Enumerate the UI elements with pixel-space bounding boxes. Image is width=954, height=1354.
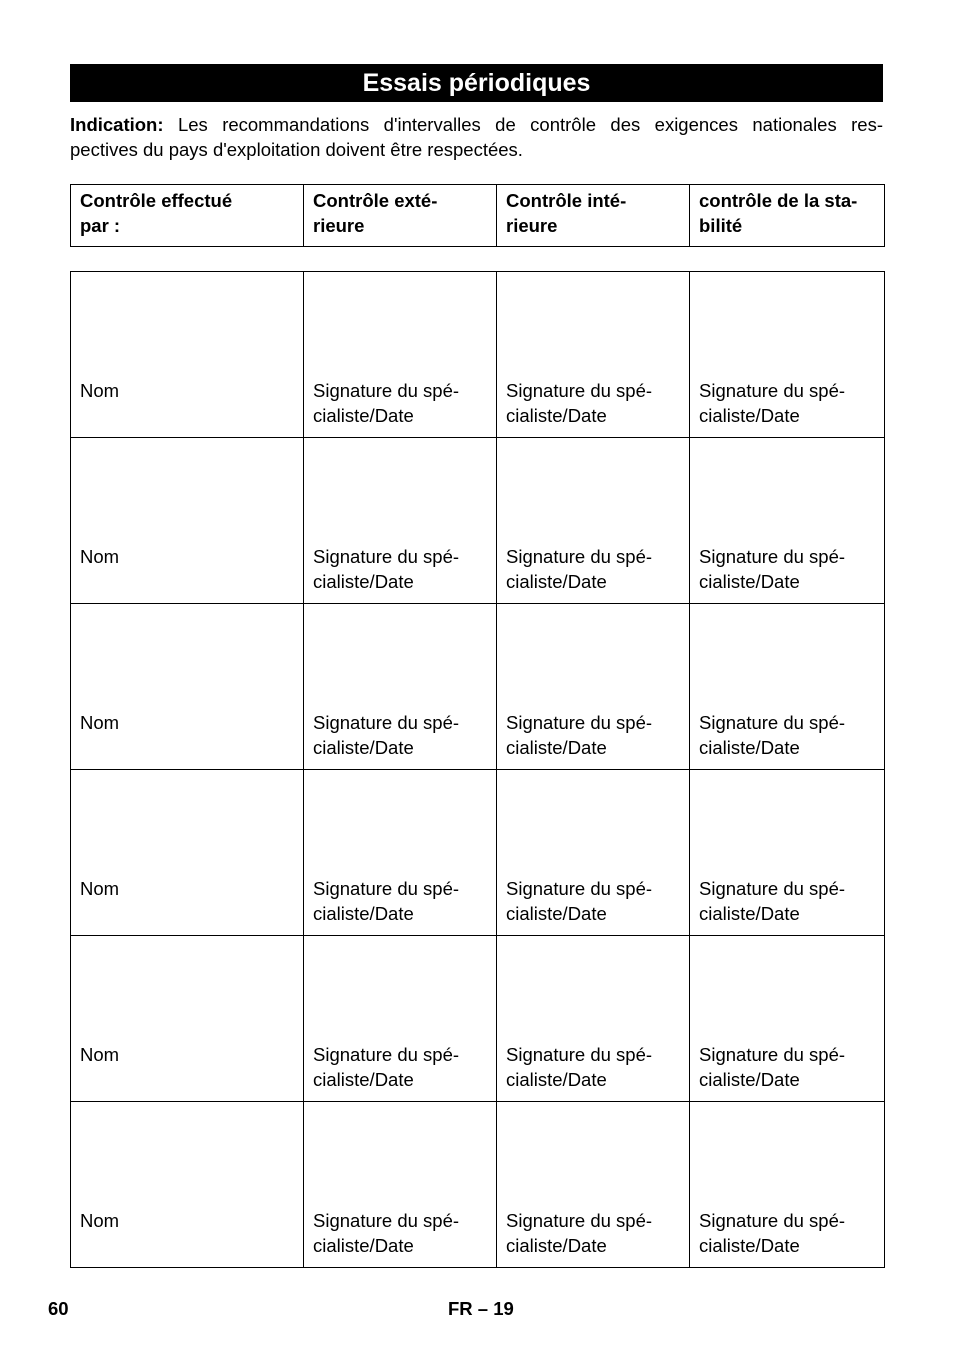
signature-label-line1: Signature du spé-: [699, 1210, 846, 1231]
table-row: [71, 1102, 885, 1268]
name-cell[interactable]: [71, 770, 304, 936]
table-row: [71, 770, 885, 936]
header-internal-check-line2: rieure: [506, 215, 558, 236]
signature-label-line1: Signature du spé-: [313, 712, 460, 733]
signature-label-line1: Signature du spé-: [699, 546, 846, 567]
signature-cell-internal[interactable]: [497, 272, 690, 438]
signature-label-line2: cialiste/Date: [699, 1069, 800, 1090]
signature-cell-stability[interactable]: [690, 1102, 885, 1268]
signature-cell-external[interactable]: [304, 604, 497, 770]
name-label: Nom: [80, 878, 120, 899]
indication-text-1: Les recommandations d'intervalles de contrôle des exigences nationales res-: [163, 114, 883, 135]
signature-cell-internal[interactable]: [497, 770, 690, 936]
table-row: [71, 604, 885, 770]
signature-cell-external[interactable]: [304, 272, 497, 438]
name-label: Nom: [80, 380, 120, 401]
signature-label-line1: Signature du spé-: [506, 712, 653, 733]
table-row: [71, 438, 885, 604]
signature-cell-stability[interactable]: [690, 272, 885, 438]
signature-label-line2: cialiste/Date: [313, 571, 414, 592]
indication-line-1: [70, 112, 883, 137]
header-performed-by-line1: Contrôle effectué: [80, 190, 233, 211]
name-cell[interactable]: [71, 604, 304, 770]
signature-label-line2: cialiste/Date: [506, 571, 607, 592]
signature-cell-external[interactable]: [304, 936, 497, 1102]
signature-label-line2: cialiste/Date: [506, 1069, 607, 1090]
signature-label-line1: Signature du spé-: [506, 878, 653, 899]
signature-cell-stability[interactable]: [690, 438, 885, 604]
signature-cell-stability[interactable]: [690, 604, 885, 770]
signature-label-line2: cialiste/Date: [699, 903, 800, 924]
header-stability-check: [690, 185, 885, 247]
signature-cell-external[interactable]: [304, 770, 497, 936]
name-cell[interactable]: [71, 438, 304, 604]
signature-label-line2: cialiste/Date: [313, 737, 414, 758]
signature-label-line1: Signature du spé-: [313, 380, 460, 401]
indication-text-2: pectives du pays d'exploitation doivent être respectées.: [70, 139, 523, 160]
page-title: Essais périodiques: [70, 64, 883, 102]
header-external-check: [304, 185, 497, 247]
name-cell[interactable]: [71, 1102, 304, 1268]
signature-label-line2: cialiste/Date: [699, 737, 800, 758]
signature-label-line2: cialiste/Date: [699, 405, 800, 426]
signature-label-line2: cialiste/Date: [699, 1235, 800, 1256]
page-number: 60: [48, 1298, 69, 1319]
signature-cell-internal[interactable]: [497, 604, 690, 770]
name-cell[interactable]: [71, 272, 304, 438]
inspection-header-table: [70, 184, 885, 247]
signature-label-line2: cialiste/Date: [506, 737, 607, 758]
indication-label: Indication:: [70, 114, 164, 135]
name-label: Nom: [80, 546, 120, 567]
signature-label-line2: cialiste/Date: [313, 1069, 414, 1090]
signature-label-line1: Signature du spé-: [313, 1044, 460, 1065]
table-row: [71, 936, 885, 1102]
header-internal-check: [497, 185, 690, 247]
section-page-label: FR – 19: [448, 1298, 514, 1319]
signature-label-line2: cialiste/Date: [506, 1235, 607, 1256]
signature-cell-stability[interactable]: [690, 936, 885, 1102]
name-label: Nom: [80, 712, 120, 733]
signature-label-line1: Signature du spé-: [699, 380, 846, 401]
signature-cell-internal[interactable]: [497, 1102, 690, 1268]
signature-cell-external[interactable]: [304, 1102, 497, 1268]
signature-label-line1: Signature du spé-: [506, 546, 653, 567]
name-label: Nom: [80, 1044, 120, 1065]
name-cell[interactable]: [71, 936, 304, 1102]
signature-label-line2: cialiste/Date: [313, 405, 414, 426]
signature-label-line2: cialiste/Date: [313, 1235, 414, 1256]
signature-cell-internal[interactable]: [497, 936, 690, 1102]
signature-label-line1: Signature du spé-: [699, 1044, 846, 1065]
signature-label-line1: Signature du spé-: [699, 712, 846, 733]
signature-label-line1: Signature du spé-: [506, 380, 653, 401]
inspection-record-table: [70, 271, 885, 1268]
header-performed-by: [71, 185, 304, 247]
signature-label-line1: Signature du spé-: [506, 1210, 653, 1231]
signature-cell-stability[interactable]: [690, 770, 885, 936]
header-internal-check-line1: Contrôle inté-: [506, 190, 627, 211]
header-external-check-line1: Contrôle exté-: [313, 190, 438, 211]
table-row: [71, 272, 885, 438]
signature-cell-internal[interactable]: [497, 438, 690, 604]
signature-label-line1: Signature du spé-: [313, 878, 460, 899]
signature-label-line2: cialiste/Date: [699, 571, 800, 592]
header-stability-check-line2: bilité: [699, 215, 743, 236]
name-label: Nom: [80, 1210, 120, 1231]
header-row: [71, 185, 885, 247]
signature-label-line2: cialiste/Date: [506, 903, 607, 924]
signature-label-line2: cialiste/Date: [506, 405, 607, 426]
header-performed-by-line2: par :: [80, 215, 121, 236]
signature-label-line1: Signature du spé-: [313, 546, 460, 567]
signature-label-line1: Signature du spé-: [699, 878, 846, 899]
signature-label-line1: Signature du spé-: [313, 1210, 460, 1231]
header-external-check-line2: rieure: [313, 215, 365, 236]
signature-label-line2: cialiste/Date: [313, 903, 414, 924]
indication-paragraph: [70, 112, 883, 162]
signature-label-line1: Signature du spé-: [506, 1044, 653, 1065]
signature-cell-external[interactable]: [304, 438, 497, 604]
header-stability-check-line1: contrôle de la sta-: [699, 190, 858, 211]
